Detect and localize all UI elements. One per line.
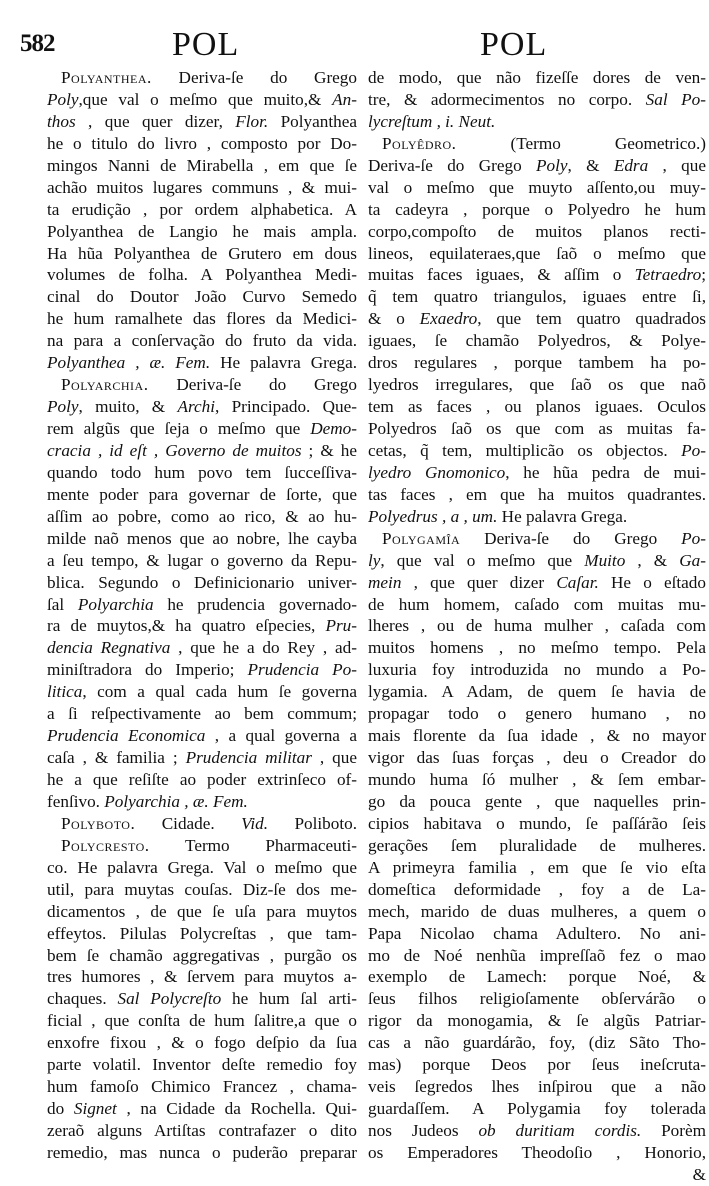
italic-term: Poly [536,155,568,175]
text-run: tem as faces , ou planos iguaes. Oculos [368,397,706,417]
text-run: , he hũa pedra de mui- [505,462,706,482]
text-run: muitas faces iguaes, & aſſim o [368,265,635,285]
text-run: , Principado. Que- [215,397,357,417]
text-line [47,594,357,616]
text-line [368,572,706,594]
italic-term: mein [368,572,402,592]
text-line [47,352,357,374]
text-run: util, para muytas couſas. Diz-ſe dos me- [47,879,357,899]
italic-term: Po- [681,440,706,460]
text-run: Poliboto. [268,813,357,833]
italic-term: Polyarchia [77,594,154,614]
entry-headword: Polycresto. [61,835,150,855]
italic-term: Ga- [679,550,706,570]
text-run: guardaſſem. A Polygamia foy tolerada [368,1099,706,1119]
text-line [368,966,706,988]
text-run: a ſeu tempo, & lugar o governo da Repu- [47,550,357,570]
text-line [47,1142,357,1164]
text-run: (Termo Geometrico.) [456,133,706,153]
text-line [368,111,706,133]
text-line [47,1032,357,1054]
text-line [47,67,357,89]
text-run: , que val o meſmo que [380,550,585,570]
text-line [47,988,357,1010]
text-run: propagar todo o genero humano , no [368,704,706,724]
text-run: ; [701,265,706,285]
text-line [368,923,706,945]
text-line [47,923,357,945]
text-line [368,945,706,967]
text-line [368,418,706,440]
text-line [47,659,357,681]
text-line [47,528,357,550]
text-line [368,133,706,155]
text-line [368,1054,706,1076]
italic-term: Flor. [235,111,269,131]
text-run: nos Judeos [368,1121,479,1140]
text-run: rem algũs que ſeja o meſmo que [47,419,311,438]
text-run: chaques. [47,989,118,1009]
text-run: enxofre fixou , & o fogo deſpio da ſua [47,1033,357,1053]
text-run: zeraõ alguns Artiſtas contrafazer o dito [47,1121,357,1140]
text-line [47,111,357,133]
text-line [47,243,357,265]
text-line [368,681,706,703]
text-line [368,177,706,199]
text-run: & [692,1164,706,1184]
italic-term: Caſar. [556,572,599,592]
text-line [47,440,357,462]
text-line [368,725,706,747]
italic-term: An- [332,89,357,109]
text-run: Porèm [641,1121,706,1140]
text-run: , muito, & [78,397,178,417]
text-run: ta cadeyra , porque o Polyedro he hum [368,199,706,219]
text-run: go da pouca gente , que naquelles prin- [368,791,706,811]
italic-term: thos [47,111,76,131]
text-run: , que quer dizer, [75,111,236,131]
text-run: iguaes, ſe chamão Polyedros, & Polye- [368,331,706,351]
text-line [47,177,357,199]
text-line [368,659,706,681]
italic-term: Vid. [241,813,269,833]
text-line [47,725,357,747]
text-run: muitos homens , no meſmo tempo. Pela [368,638,706,658]
text-line [368,1120,706,1142]
text-run: mingos Nanni de Mirabella , em que ſe [47,155,357,175]
text-line [47,637,357,659]
text-run: q̃ tem quatro triangulos, iguaes entre ſi, [368,287,706,307]
text-run: de modo, que não fizeſſe dores de ven- [368,68,706,87]
text-run: veis ſegredos lhes inſpirou que a não [368,1077,706,1097]
text-run: cetas, q̃ tem, multiplicão os objectos. [368,440,682,460]
text-run: luxuria foy introduzida no mundo a Po- [368,660,706,680]
italic-term: ob duritiam cordis. [478,1121,642,1140]
italic-term: Edra [613,155,649,175]
text-run: He palavra Grega. [210,353,357,373]
text-run: miniſtradora do Imperio; [47,660,248,680]
text-line [368,67,706,89]
entry-headword: Polyarchia. [61,375,149,395]
italic-term: Sal Polycreſto [117,989,222,1009]
text-line [47,879,357,901]
italic-term: litica [47,682,83,702]
text-run: ſal [47,594,78,614]
text-run: tre, & adormecimentos no corpo. [368,89,646,109]
text-run: tres humores , & ſervem para muytos a- [47,967,357,987]
text-run: Deriva-ſe do Grego [151,68,357,87]
text-run: he hum ramalhete das flores da Medici- [47,309,357,329]
italic-term: Poly [47,89,79,109]
text-run: remedio, mas nunca o puderão preparar [47,1142,357,1162]
text-line [368,769,706,791]
text-line [47,221,357,243]
running-head-right: POL [480,26,548,63]
text-run: Polyanthea [268,111,357,131]
text-run: achão muitos lugares communs , & mui- [47,177,357,197]
text-run: lineos, equilateraes,que ſaõ o meſmo que [368,243,706,263]
text-line [368,857,706,879]
text-line [368,703,706,725]
text-line [47,615,357,637]
entry-headword: Polyboto. [61,813,136,833]
text-line [368,791,706,813]
text-run: ta erudição , por ordem alphabetica. A [47,199,357,219]
italic-term: Prudencia Po- [247,660,357,680]
text-line [47,1076,357,1098]
text-run: ra de muytos,& ha quatro eſpecies, [47,616,326,636]
text-line [47,89,357,111]
text-line [47,264,357,286]
text-line [368,330,706,352]
text-line [47,374,357,396]
text-line [368,221,706,243]
text-run: domeſtica deformidade , foy a de La- [368,879,706,899]
text-line [47,791,357,813]
text-line [368,440,706,462]
text-run: mas) porque Deos por ſeus ineſcruta- [368,1055,706,1075]
text-run: he a que reſiſte ao poder extrinſeco of- [47,770,357,789]
text-run: , na Cidade da Rochella. Qui- [116,1099,357,1119]
text-run: blica. Segundo o Definicionario univer- [47,572,357,592]
text-line [47,703,357,725]
italic-term: lyedro Gnomonico [368,462,506,482]
text-run: cas a não guardárão, foy, (diz Sãto Tho- [368,1033,706,1053]
right-column [368,67,706,1186]
italic-term: ly [368,550,381,570]
text-line [47,462,357,484]
text-run: Cidade. [135,813,242,833]
text-run: , com a qual cada hum ſe governa [82,682,357,702]
text-run: a ſi reſpectivamente ao bem commum; [47,704,357,724]
text-run: quando todo hum povo tem ſucceſſiva- [47,462,357,482]
text-line [368,308,706,330]
text-run: he prudencia governado- [153,594,357,614]
text-run: He palavra Grega. [497,506,628,526]
text-line [47,769,357,791]
text-line [368,506,706,528]
text-line [47,945,357,967]
text-run: milde naõ menos que ao nobre, lhe cayba [47,528,357,548]
text-run: co. He palavra Grega. Val o meſmo que [47,857,357,877]
text-line [47,835,357,857]
text-line [368,155,706,177]
text-run: ficial , que conſta de hum ſalitre,a que o [47,1011,357,1031]
text-run: , que tem quatro quadrados [477,309,706,329]
text-line [368,879,706,901]
text-line [368,396,706,418]
text-line [47,133,357,155]
text-run: Deriva-ſe do Grego [148,375,357,395]
text-line [368,1010,706,1032]
italic-term: dencia Regnativa [47,638,171,658]
text-line [368,1076,706,1098]
text-run: corpo,compoſto de muitos planos recti- [368,221,706,241]
text-line [368,835,706,857]
text-run: mech, marido de duas mulheres, a quem o [368,901,706,921]
text-run: Ha hũa Polyanthea de Grutero em dous [47,243,357,263]
italic-term: Poly [47,397,79,417]
text-run: effeytos. Pilulas Polycreſtas , que tam- [47,923,357,943]
text-line [368,1098,706,1120]
italic-term: Prudencia Economica [47,726,206,746]
text-line [47,550,357,572]
italic-term: Prudencia militar [185,748,312,768]
text-line [368,813,706,835]
italic-term: Tetraedro [634,265,702,285]
left-column [47,67,357,1164]
text-line [368,550,706,572]
italic-term: Signet [73,1099,117,1119]
text-run: vigor das ſuas forças , deu o Creador do [368,748,706,768]
text-line [368,286,706,308]
text-run: Polyanthea de Langio he mais ampla. [47,221,357,241]
text-line [47,572,357,594]
text-run: dicamentos , de que ſe uſa para muytos [47,901,357,921]
entry-headword: Polyanthea. [61,68,152,87]
text-line [47,813,357,835]
text-line [368,637,706,659]
text-run: mais florente da ſua idade , & no mayor [368,726,706,746]
text-run: ,que val o meſmo que muito,& [78,89,333,109]
text-run: mente poder para governar de ſorte, que [47,484,357,504]
text-run: hum famoſo Chimico Francez , chama- [47,1077,357,1097]
italic-term: Pru- [325,616,357,636]
text-line [47,308,357,330]
text-run: cinal do Doutor João Curvo Semedo [47,287,357,307]
text-run: lygamia. A Adam, de quem ſe havia de [368,682,706,702]
text-line [47,1120,357,1142]
text-run: , que [648,155,706,175]
text-line [47,506,357,528]
text-run: mundo huma ſó mulher , & ſem embar- [368,770,706,789]
text-run: Deriva-ſe do Grego [368,155,537,175]
text-run: parte volatil. Inventor deſte remedio foy [47,1055,357,1075]
text-run: Deriva-ſe do Grego [460,528,682,548]
text-line [47,1010,357,1032]
page-number: 582 [20,30,55,57]
text-line [47,484,357,506]
entry-headword: Polygamîa [382,528,461,548]
text-line [368,528,706,550]
text-line [368,374,706,396]
text-run: ſeus filhos religioſamente obſervárão o [368,989,706,1009]
text-line [368,747,706,769]
text-run: , & [625,550,680,570]
text-run: , que quer dizer [401,572,557,592]
text-line [47,155,357,177]
text-run: mo de Noé nenhũa impreſſaõ fez o mao [368,945,706,965]
italic-term: Exaedro [419,309,478,329]
text-line [47,681,357,703]
text-run: He o eſtado [598,572,706,592]
text-line [368,243,706,265]
italic-term: Archi [177,397,215,417]
text-line [47,747,357,769]
text-line [47,199,357,221]
text-line [47,286,357,308]
italic-term: Polyarchia , æ. Fem. [104,791,248,811]
text-line [368,199,706,221]
text-run: dros regulares , porque tambem ha po- [368,353,706,373]
text-run: Papa Nicolao chama Adultero. No ani- [368,923,706,943]
text-run: lyedros irregulares, que ſaõ os que naõ [368,375,706,395]
text-run: Polyedros ſaõ os que com as muitas fa- [368,419,706,438]
text-run: cipios habitava o mundo, ſe paſſárão ſeis [368,813,706,833]
text-line [368,462,706,484]
text-run: tas faces , em que ha muitos quadrantes. [368,484,706,504]
text-run: val o meſmo que muyto aſſento,ou muy- [368,177,706,197]
italic-term: Demo- [310,419,357,438]
italic-term: Polyanthea , æ. Fem. [47,353,211,373]
italic-term: Po- [681,528,706,548]
text-run: exemplo de Lamech: porque Noé, & [368,967,706,987]
text-line [368,352,706,374]
text-run: , & [567,155,614,175]
text-run: os Emperadores Theodoſio , Honorio, [368,1142,706,1162]
text-line [47,396,357,418]
text-run: fenſivo. [47,791,105,811]
text-run: Termo Pharmaceuti- [149,835,357,855]
text-line [368,901,706,923]
text-line [368,484,706,506]
text-run: he o titulo do livro , composto por Do- [47,133,357,153]
text-run: , que he a do Rey , ad- [170,638,357,658]
text-line [47,857,357,879]
text-run: na para a conſervação do fruto da vida. [47,331,357,351]
text-run: bem ſe chamão aggregativas , purgão os [47,945,357,965]
text-run: caſa , & familia ; [47,748,186,768]
text-line [47,418,357,440]
text-run: do [47,1099,74,1119]
text-line [368,615,706,637]
catchword [368,1164,706,1186]
text-run: he hum ſal arti- [221,989,357,1009]
text-line [368,988,706,1010]
text-run: ; & he [301,440,357,460]
text-run: rigor da monogamia, & ſe algũs Patriar- [368,1011,706,1031]
text-run: & o [368,309,420,329]
italic-term: cracia , id eſt , Governo de muitos [47,440,302,460]
text-line [47,1054,357,1076]
entry-headword: Polyêdro. [382,133,457,153]
italic-term: Muito [584,550,626,570]
text-line [368,1032,706,1054]
text-run: volumes de folha. A Polyanthea Medi- [47,265,357,285]
text-line [368,264,706,286]
text-run: , a qual governa a [205,726,357,746]
italic-term: Polyedrus , a , um. [368,506,498,526]
text-run: lheres , ou de huma mulher , caſada com [368,616,706,636]
running-head-left: POL [172,26,240,63]
text-line [368,1142,706,1164]
text-line [47,1098,357,1120]
text-run: A primeyra familia , em que ſe vio eſta [368,857,706,877]
text-run: aſſim ao pobre, como ao rico, & ao hu- [47,506,357,526]
text-line [47,330,357,352]
text-run: gerações ſem pluralidade de mulheres. [368,835,706,855]
text-run: de hum homem, caſado com muitas mu- [368,594,706,614]
text-line [47,966,357,988]
text-run: , que [311,748,357,768]
italic-term: Sal Po- [645,89,706,109]
text-line [47,901,357,923]
italic-term: lycreſtum , i. Neut. [368,111,496,131]
text-line [368,594,706,616]
text-line [368,89,706,111]
